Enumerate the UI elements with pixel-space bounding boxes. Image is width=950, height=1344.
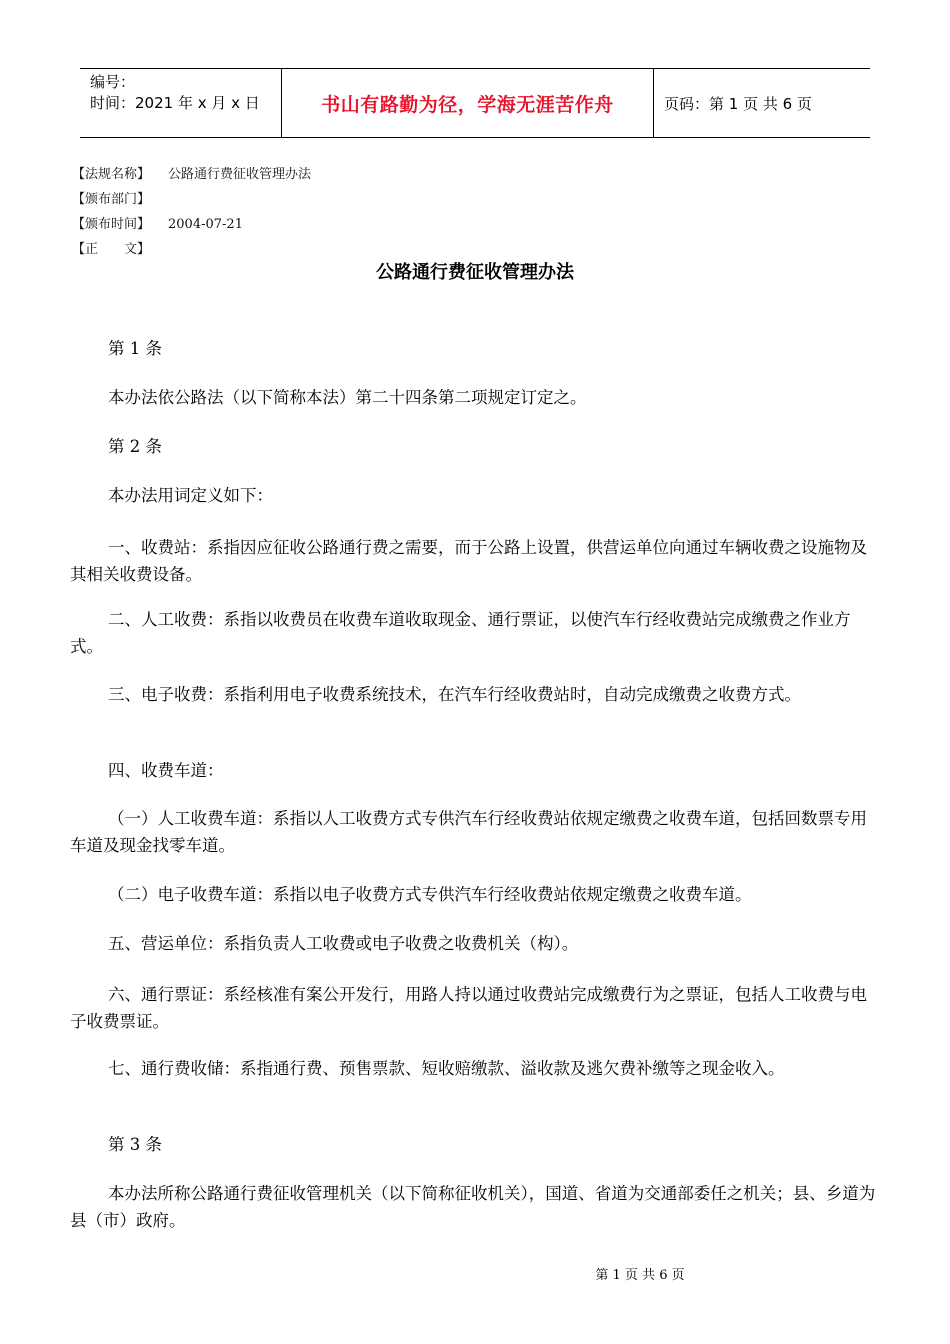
paragraph: （一）人工收费车道：系指以人工收费方式专供汽车行经收费站依规定缴费之收费车道，包括回数票专用车道及现金找零车道。 xyxy=(70,809,867,855)
paragraph: （二）电子收费车道：系指以电子收费方式专供汽车行经收费站依规定缴费之收费车道。 xyxy=(108,885,752,904)
time-label: 时间：2021 年 x 月 x 日 xyxy=(90,94,260,112)
article-heading: 第 2 条 xyxy=(108,437,162,456)
meta-name-label: 【法规名称】 xyxy=(72,167,151,182)
paragraph: 本办法用词定义如下： xyxy=(108,486,273,505)
article-heading: 第 1 条 xyxy=(108,339,162,358)
header-table xyxy=(80,68,870,138)
page-footer: 第 1 页 共 6 页 xyxy=(595,1268,685,1283)
meta-body-row xyxy=(72,238,150,257)
article-heading: 第 3 条 xyxy=(108,1135,162,1154)
paragraph: 五、营运单位：系指负责人工收费或电子收费之收费机关（构）。 xyxy=(108,934,579,953)
meta-date-row xyxy=(72,213,243,232)
paragraph: 本办法依公路法（以下简称本法）第二十四条第二项规定订定之。 xyxy=(108,388,587,407)
meta-body-label: 【正 文】 xyxy=(72,242,151,257)
page-label: 页码：第 1 页 共 6 页 xyxy=(664,94,812,113)
header-info-cell xyxy=(80,69,282,137)
meta-name-value: 公路通行费征收管理办法 xyxy=(168,167,312,182)
header-motto-cell xyxy=(282,69,654,137)
paragraph: 四、收费车道： xyxy=(108,761,224,780)
meta-date-value: 2004-07-21 xyxy=(168,217,243,232)
paragraph: 三、电子收费：系指利用电子收费系统技术，在汽车行经收费站时，自动完成缴费之收费方式。 xyxy=(108,685,801,704)
number-label: 编号： xyxy=(90,73,136,91)
paragraph: 二、人工收费：系指以收费员在收费车道收取现金、通行票证，以使汽车行经收费站完成缴费之作业方式。 xyxy=(70,610,851,656)
meta-date-label: 【颁布时间】 xyxy=(72,217,151,232)
document-title: 公路通行费征收管理办法 xyxy=(376,262,574,283)
meta-dept-row xyxy=(72,188,150,207)
meta-dept-label: 【颁布部门】 xyxy=(72,192,151,207)
motto-text: 书山有路勤为径，学海无涯苦作舟 xyxy=(321,93,614,116)
paragraph: 六、通行票证：系经核准有案公开发行，用路人持以通过收费站完成缴费行为之票证，包括人工收费与电子收费票证。 xyxy=(70,985,867,1031)
paragraph: 一、收费站：系指因应征收公路通行费之需要，而于公路上设置，供营运单位向通过车辆收费之设施物及其相关收费设备。 xyxy=(70,538,867,584)
paragraph: 本办法所称公路通行费征收管理机关（以下简称征收机关），国道、省道为交通部委任之机关；县、乡道为县（市）政府。 xyxy=(70,1184,876,1230)
paragraph: 七、通行费收储：系指通行费、预售票款、短收赔缴款、溢收款及逃欠费补缴等之现金收入。 xyxy=(108,1059,785,1078)
meta-name-row xyxy=(72,163,311,182)
header-page-cell xyxy=(654,69,870,137)
